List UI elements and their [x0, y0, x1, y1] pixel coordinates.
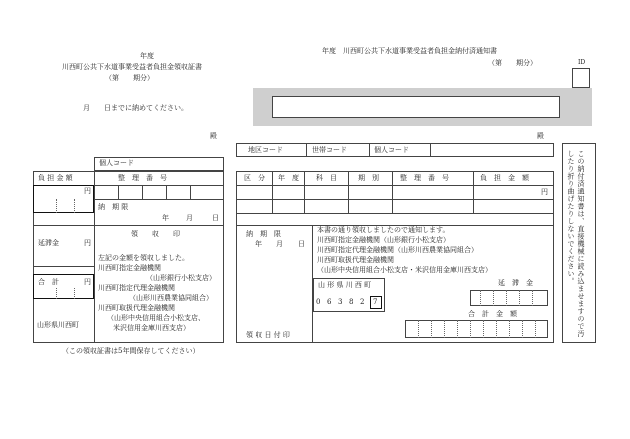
receipt-line: 左記の金額を領収しました。: [98, 254, 189, 262]
left-enntai-yen: 円: [84, 239, 91, 247]
total-digits: [405, 320, 548, 338]
notice-line: 本書の通り領収しましたので通知します。: [317, 226, 450, 234]
receipt-period: （第 期分）: [105, 74, 154, 82]
left-seiri-bango-label: 整 理 番 号: [118, 174, 167, 182]
col-burden-amount: 負 担 金 額: [480, 174, 529, 182]
col-kamoku: 科 目: [316, 174, 337, 182]
right-due-day: 日: [298, 240, 305, 248]
col-nendo: 年 度: [278, 174, 299, 182]
code-digit: 3: [338, 298, 343, 306]
receipt-line: （山形中央信用組合小松支店、: [107, 314, 205, 322]
notice-period: （第 期分）: [488, 59, 537, 67]
kojin-code-label: 個人コード: [374, 146, 409, 154]
right-receipt-date-stamp: 領 収 日 付 印: [246, 331, 290, 339]
code-digit: 2: [360, 298, 365, 306]
setai-code-label: 世帯コード: [312, 146, 347, 154]
right-total-label: 合 計 金 額: [468, 310, 517, 318]
receipt-title: 川西町公共下水道事業受益者負担金領収証書: [62, 63, 202, 71]
left-personal-code-label: 個人コード: [99, 159, 134, 167]
col-kubun: 区 分: [244, 174, 265, 182]
right-due-month: 月: [276, 240, 283, 248]
left-enntai-label: 延滞金: [38, 239, 59, 247]
dono-left: 殿: [210, 132, 217, 140]
notice-line: 川西町取扱代理金融機関: [317, 256, 394, 264]
left-total-label: 合 計: [38, 278, 59, 286]
address-window: [272, 96, 560, 118]
right-yen: 円: [541, 188, 548, 196]
left-due-label: 納 期 限: [98, 203, 129, 211]
notice-line: 川西町指定金融機関（山形銀行小松支店）: [317, 236, 450, 244]
notice-title: 年度 川西町公共下水道事業受益者負担金納付済通知書: [322, 47, 497, 55]
left-issuer: 山形県川西町: [37, 321, 79, 329]
right-enntai-label: 延 滞 金: [498, 279, 533, 287]
code-digit: 6: [327, 298, 332, 306]
left-due-day: 日: [212, 214, 219, 222]
town-label: 山 形 県 川 西 町: [318, 281, 372, 289]
left-seal-label: 領 収 印: [131, 230, 180, 238]
code-digit-check: 7: [373, 298, 378, 306]
chiku-code-label: 地区コード: [248, 146, 283, 154]
code-digit: 0: [316, 298, 321, 306]
dono-right: 殿: [537, 132, 544, 140]
due-date-notice: 月 日までに納めてください。: [83, 104, 188, 112]
left-total-yen: 円: [84, 278, 91, 286]
id-box: [572, 68, 590, 88]
right-due-label: 納 期 限: [246, 230, 281, 238]
receipt-line: 川西町指定代理金融機関: [98, 284, 175, 292]
right-due-year: 年: [255, 240, 262, 248]
side-note: この納付済通知書は、直接機械に読み込ませますので汚したり折り曲げたりしないでください。: [567, 150, 585, 338]
receipt-line: （山形銀行小松支店）: [146, 274, 216, 282]
code-digit: 8: [349, 298, 354, 306]
left-yen: 円: [84, 187, 91, 195]
col-seiri-bango: 整 理 番 号: [400, 174, 449, 182]
left-due-year: 年: [162, 214, 169, 222]
col-kibetsu: 期 別: [358, 174, 379, 182]
notice-line: （山形中央信用組合小松支店・米沢信用金庫川西支店）: [317, 266, 492, 274]
receipt-line: 米沢信用金庫川西支店）: [113, 324, 190, 332]
receipt-year-label: 年度: [140, 52, 154, 60]
receipt-line: （山形川西農業協同組合）: [129, 294, 213, 302]
retention-note: （この領収証書は5年間保存してください）: [62, 347, 200, 355]
receipt-line: 川西町指定金融機関: [98, 264, 161, 272]
left-due-month: 月: [186, 214, 193, 222]
left-burden-amount-label: 負 担 金 額: [38, 174, 73, 182]
enntai-digits: [470, 290, 548, 306]
notice-line: 川西町指定代理金融機関（山形川西農業協同組合）: [317, 246, 478, 254]
id-label: ID: [578, 59, 586, 66]
receipt-line: 川西町取扱代理金融機関: [98, 304, 175, 312]
